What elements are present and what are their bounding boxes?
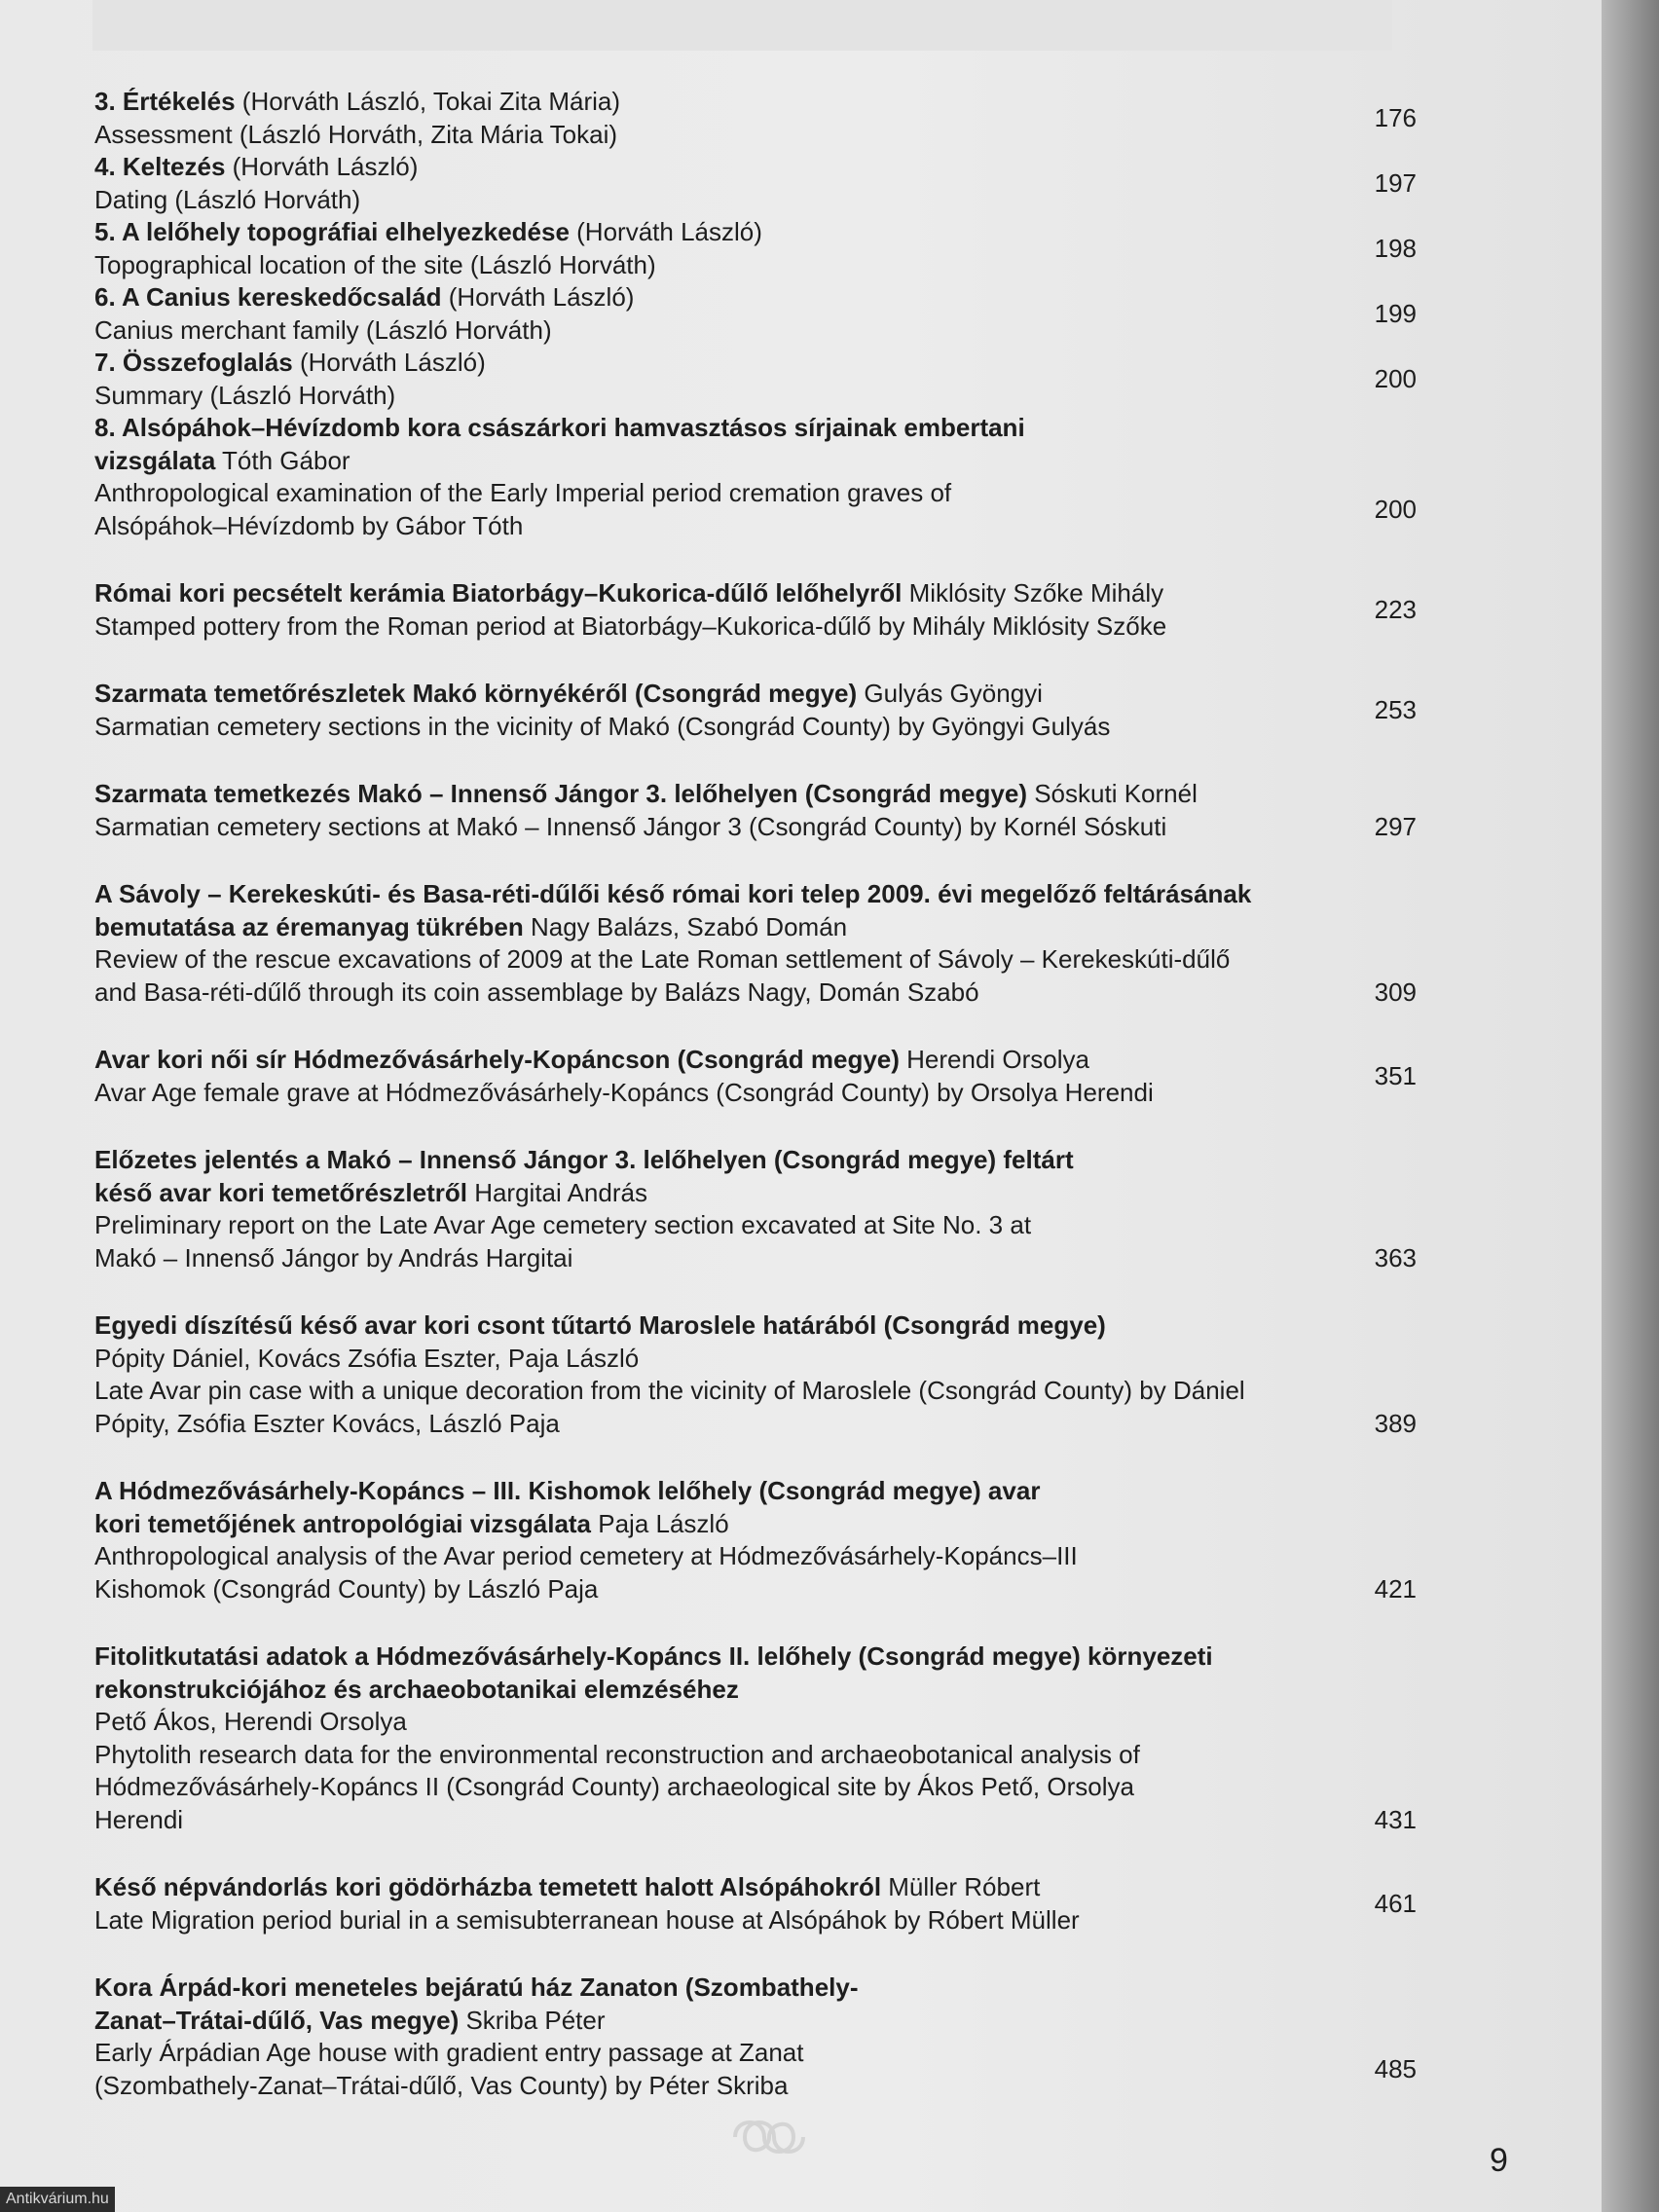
toc-entry <box>94 86 1428 151</box>
entry-english-title: Late Avar pin case with a unique decoration from the vicinity of Maroslele (Csongrád County) by Dániel Pópity, Zsófia Eszter Kovács, László Paja <box>94 1376 1245 1438</box>
entry-english-title: Sarmatian cemetery sections at Makó – Innenső Jángor 3 (Csongrád County) by Kornél Sóskuti <box>94 811 1167 841</box>
entry-authors: Paja László <box>591 1508 729 1538</box>
entry-page-number: 223 <box>1374 594 1417 624</box>
entry-authors: (Horváth László) <box>225 152 419 181</box>
entry-english-title: Late Migration period burial in a semisubterranean house at Alsópáhok by Róbert Müller <box>94 1904 1080 1935</box>
entry-title: Szarmata temetőrészletek Makó környékéről (Csongrád megye) <box>94 679 858 708</box>
toc-entry <box>94 1309 1428 1440</box>
entry-english-title: Canius merchant family (László Horváth) <box>94 314 552 345</box>
book-spine-shadow <box>1602 0 1659 2212</box>
entry-authors: Hargitai András <box>466 1177 647 1207</box>
entry-title: Római kori pecsételt kerámia Biatorbágy–Kukorica-dűlő lelőhelyről <box>94 578 903 608</box>
toc-entry <box>94 412 1428 542</box>
entry-page-number: 253 <box>1374 694 1417 724</box>
table-of-contents <box>94 86 1428 2102</box>
entry-english-title: Phytolith research data for the environmental reconstruction and archaeobotanical analysis of Hódmezővásárhely-Kopáncs II (Csongrád County) archaeological site by Ákos Pető, Orsolya Herendi <box>94 1739 1140 1834</box>
entry-authors: (Horváth László) <box>569 217 762 246</box>
entry-page-number: 421 <box>1374 1573 1417 1604</box>
entry-page-number: 485 <box>1374 2053 1417 2083</box>
entry-english-title: Early Árpádian Age house with gradient entry passage at Zanat (Szombathely-Zanat–Trátai-dűlő, Vas County) by Péter Skriba <box>94 2038 804 2100</box>
entry-page-number: 197 <box>1374 167 1417 198</box>
entry-page-number: 431 <box>1374 1804 1417 1834</box>
entry-page-number: 200 <box>1374 363 1417 393</box>
entry-page-number: 176 <box>1374 102 1417 132</box>
entry-authors: (Horváth László, Tokai Zita Mária) <box>235 87 620 116</box>
entry-authors: Miklósity Szőke Mihály <box>902 578 1164 608</box>
entry-title: Késő népvándorlás kori gödörházba temetett halott Alsópáhokról <box>94 1872 882 1901</box>
entry-page-number: 297 <box>1374 811 1417 841</box>
entry-english-title: Summary (László Horváth) <box>94 380 396 410</box>
decorative-ornament-icon <box>716 2103 823 2171</box>
entry-title: Fitolitkutatási adatok a Hódmezővásárhely-Kopáncs II. lelőhely (Csongrád megye) környezeti rekonstrukciójához és archaeobotanikai elemzéséhez <box>94 1641 1213 1704</box>
toc-entry <box>94 577 1428 643</box>
entry-title: 8. Alsópáhok–Hévízdomb kora császárkori hamvasztásos sírjainak embertani vizsgálata <box>94 413 1025 475</box>
entry-authors: (Horváth László) <box>441 282 635 312</box>
entry-english-title: Topographical location of the site (László Horváth) <box>94 249 656 279</box>
entry-title: 3. Értékelés <box>94 87 236 116</box>
toc-entry <box>94 281 1428 347</box>
entry-title: 7. Összefoglalás <box>94 348 293 377</box>
entry-page-number: 309 <box>1374 977 1417 1007</box>
entry-authors: Sóskuti Kornél <box>1026 779 1198 808</box>
toc-entry <box>94 1972 1428 2102</box>
entry-authors: Nagy Balázs, Szabó Domán <box>523 911 848 941</box>
entry-english-title: Review of the rescue excavations of 2009 at the Late Roman settlement of Sávoly – Kerekeskúti-dűlő and Basa-réti-dűlő through its coin assemblage by Balázs Nagy, Domán Szabó <box>94 944 1231 1007</box>
toc-entry <box>94 216 1428 281</box>
watermark: Antikvárium.hu <box>0 2187 115 2212</box>
toc-entry <box>94 778 1428 843</box>
entry-english-title: Assessment (László Horváth, Zita Mária Tokai) <box>94 119 618 149</box>
entry-authors: Müller Róbert <box>881 1872 1041 1901</box>
page-number: 9 <box>1490 2142 1508 2179</box>
entry-title: 6. A Canius kereskedőcsalád <box>94 282 442 312</box>
entry-english-title: Anthropological analysis of the Avar period cemetery at Hódmezővásárhely-Kopáncs–III Kishomok (Csongrád County) by László Paja <box>94 1541 1078 1604</box>
entry-page-number: 389 <box>1374 1408 1417 1438</box>
entry-page-number: 200 <box>1374 494 1417 524</box>
entry-title: A Hódmezővásárhely-Kopáncs – III. Kishomok lelőhely (Csongrád megye) avar kori temetőjének antropológiai vizsgálata <box>94 1476 1041 1538</box>
entry-authors: Gulyás Gyöngyi <box>857 679 1043 708</box>
entry-title: Egyedi díszítésű késő avar kori csont tűtartó Maroslele határából (Csongrád megye) <box>94 1310 1106 1340</box>
toc-entry <box>94 878 1428 1009</box>
entry-title: A Sávoly – Kerekeskúti- és Basa-réti-dűlői késő római kori telep 2009. évi megelőző feltárásának bemutatása az éremanyag tükrében <box>94 879 1252 941</box>
entry-english-title: Anthropological examination of the Early Imperial period cremation graves of Alsópáhok–Hévízdomb by Gábor Tóth <box>94 478 952 540</box>
entry-title: Kora Árpád-kori meneteles bejáratú ház Zanaton (Szombathely-Zanat–Trátai-dűlő, Vas megye) <box>94 1972 859 2035</box>
entry-title: 5. A lelőhely topográfiai elhelyezkedése <box>94 217 570 246</box>
previous-page-edge <box>92 0 1392 51</box>
entry-authors: Pópity Dániel, Kovács Zsófia Eszter, Paja László <box>94 1343 640 1373</box>
toc-entry <box>94 1641 1428 1836</box>
entry-page-number: 363 <box>1374 1242 1417 1272</box>
entry-english-title: Stamped pottery from the Roman period at Biatorbágy–Kukorica-dűlő by Mihály Miklósity Szőke <box>94 610 1167 641</box>
entry-english-title: Dating (László Horváth) <box>94 184 361 214</box>
entry-authors: Pető Ákos, Herendi Orsolya <box>94 1707 407 1736</box>
entry-page-number: 198 <box>1374 233 1417 263</box>
toc-entry <box>94 1871 1428 1936</box>
entry-title: Szarmata temetkezés Makó – Innenső Jángor 3. lelőhelyen (Csongrád megye) <box>94 779 1027 808</box>
entry-authors: Skriba Péter <box>459 2005 606 2035</box>
entry-title: Avar kori női sír Hódmezővásárhely-Kopáncson (Csongrád megye) <box>94 1045 900 1074</box>
entry-authors: Tóth Gábor <box>215 445 350 475</box>
toc-entry <box>94 1144 1428 1274</box>
entry-title: 4. Keltezés <box>94 152 226 181</box>
toc-entry <box>94 1475 1428 1605</box>
entry-page-number: 351 <box>1374 1060 1417 1090</box>
entry-authors: (Horváth László) <box>292 348 486 377</box>
entry-page-number: 199 <box>1374 298 1417 328</box>
entry-authors: Herendi Orsolya <box>899 1045 1089 1074</box>
entry-english-title: Sarmatian cemetery sections in the vicinity of Makó (Csongrád County) by Gyöngyi Gulyás <box>94 711 1111 741</box>
entry-english-title: Avar Age female grave at Hódmezővásárhely-Kopáncs (Csongrád County) by Orsolya Herendi <box>94 1077 1154 1107</box>
toc-entry <box>94 1044 1428 1109</box>
entry-english-title: Preliminary report on the Late Avar Age cemetery section excavated at Site No. 3 at Makó – Innenső Jángor by András Hargitai <box>94 1210 1032 1272</box>
entry-title: Előzetes jelentés a Makó – Innenső Jángor 3. lelőhelyen (Csongrád megye) feltárt késő avar kori temetőrészletről <box>94 1145 1074 1207</box>
toc-entry <box>94 347 1428 412</box>
toc-entry <box>94 151 1428 216</box>
toc-entry <box>94 678 1428 743</box>
entry-page-number: 461 <box>1374 1888 1417 1918</box>
